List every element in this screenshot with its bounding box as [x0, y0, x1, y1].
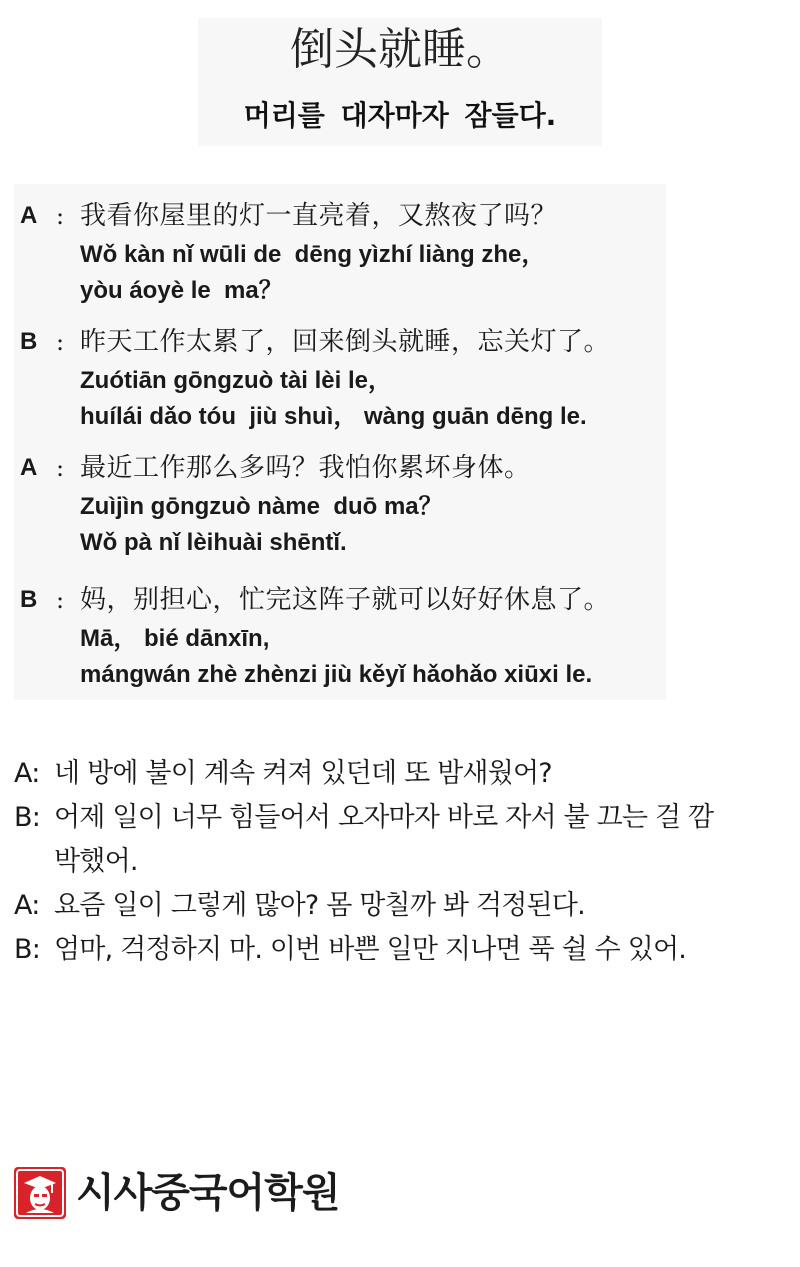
translation-speaker: A:	[14, 890, 40, 921]
chinese-line: 最近工作那么多吗？我怕你累坏身体。	[80, 453, 531, 483]
pinyin-line: yòu áoyè le ma？	[80, 277, 283, 304]
chinese-line: 我看你屋里的灯一直亮着，又熬夜了吗？	[80, 201, 558, 231]
translation-text: 박했어.	[54, 846, 138, 877]
speaker-label: A	[20, 202, 38, 229]
dialogue-box	[14, 184, 666, 700]
translation-line-continued	[14, 840, 794, 884]
speaker-separator: :	[56, 454, 65, 482]
academy-brand-name: 시사중국어학원	[76, 1170, 340, 1216]
translation-line	[14, 752, 794, 796]
translation-text: 어제 일이 너무 힘들어서 오자마자 바로 자서 불 끄는 걸 깜	[54, 802, 714, 833]
pinyin-line: huílái dǎo tóu jiù shuì， wàng guān dēng le.	[80, 403, 587, 430]
speaker-separator: :	[56, 328, 65, 356]
speaker-label: B	[20, 328, 38, 355]
footer	[14, 1163, 339, 1223]
translation-speaker: B:	[14, 802, 41, 833]
speaker-separator: :	[56, 586, 65, 614]
title-box	[198, 18, 602, 146]
speaker-label: A	[20, 454, 38, 481]
translation-line	[14, 928, 794, 972]
translation-text: 요즘 일이 그렇게 많아? 몸 망칠까 봐 걱정된다.	[54, 890, 585, 921]
translation-text: 네 방에 불이 계속 켜져 있던데 또 밤새웠어?	[54, 758, 552, 789]
pinyin-line: Wǒ kàn nǐ wūli de dēng yìzhí liàng zhe，	[80, 241, 546, 268]
pinyin-line: Zuìjìn gōngzuò nàme duō ma？	[80, 493, 443, 520]
translation-line	[14, 796, 794, 840]
translation-text: 엄마, 걱정하지 마. 이번 바쁜 일만 지나면 푹 쉴 수 있어.	[54, 934, 687, 965]
translation-line	[14, 884, 794, 928]
pinyin-line: mángwán zhè zhènzi jiù kěyǐ hǎohǎo xiūxi le.	[80, 661, 593, 688]
translation-speaker: A:	[14, 758, 40, 789]
speaker-label: B	[20, 586, 38, 613]
pinyin-line: Mā， bié dānxīn,	[80, 625, 270, 652]
chinese-line: 妈，别担心，忙完这阵子就可以好好休息了。	[80, 585, 611, 615]
korean-translation	[14, 752, 794, 972]
translation-speaker: B:	[14, 934, 41, 965]
title-korean: 머리를 대자마자 잠들다.	[243, 99, 557, 132]
pinyin-line: Zuótiān gōngzuò tài lèi le，	[80, 367, 392, 394]
speaker-separator: :	[56, 202, 65, 230]
title-chinese: 倒头就睡。	[290, 24, 510, 75]
graduate-face-logo-icon	[14, 1167, 66, 1219]
pinyin-line: Wǒ pà nǐ lèihuài shēntǐ.	[80, 529, 347, 556]
chinese-line: 昨天工作太累了，回来倒头就睡，忘关灯了。	[80, 327, 611, 357]
